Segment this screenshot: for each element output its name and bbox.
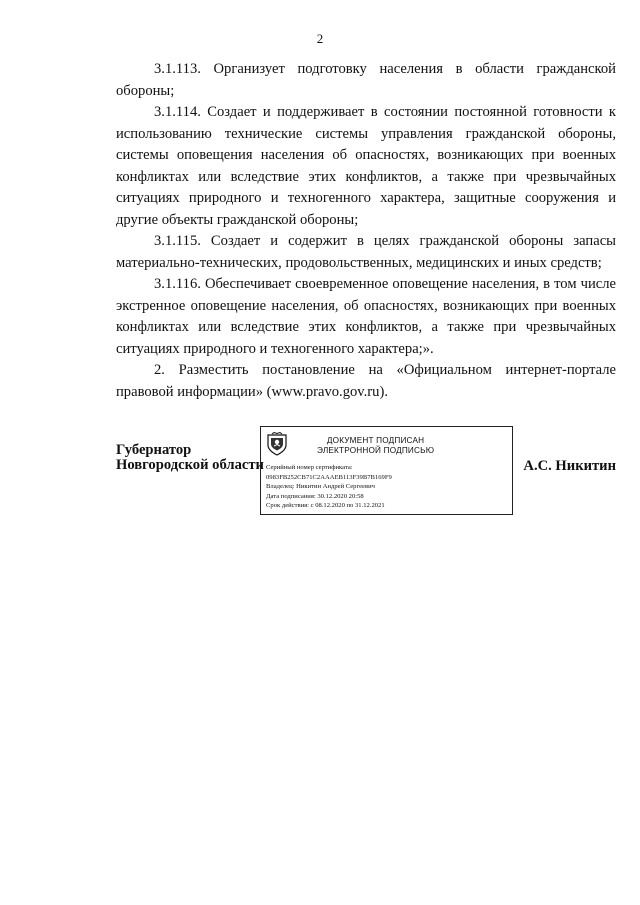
signer-title-line1: Губернатор	[116, 442, 192, 458]
paragraph-3-1-116: 3.1.116. Обеспечивает своевременное оповещение населения, в том числе экстренное оповещение населения, об опасностях, возникающих при военных конфликтах или вследствие этих конфликтов, а также при чрезвычайных ситуациях природного и техногенного характера;».	[116, 276, 616, 357]
stamp-heading	[317, 436, 434, 456]
signer-name: А.С. Никитин	[523, 458, 616, 474]
stamp-validity: Срок действия: с 08.12.2020 по 31.12.2021	[266, 502, 385, 510]
stamp-details	[266, 463, 392, 511]
paragraph-2-publish: 2. Разместить постановление на «Официальном интернет-портале правовой информации» (www.pravo.gov.ru).	[116, 362, 616, 400]
stamp-heading-line2: ЭЛЕКТРОННОЙ ПОДПИСЬЮ	[317, 446, 435, 455]
signature-block	[116, 426, 616, 520]
stamp-owner: Владелец: Никитин Андрей Сергеевич	[266, 483, 375, 491]
document-body	[116, 59, 616, 403]
electronic-signature-stamp	[260, 426, 513, 515]
paragraph-3-1-115: 3.1.115. Создает и содержит в целях гражданской обороны запасы материально-технических, продовольственных, медицинских и иных средств;	[116, 233, 616, 271]
paragraph-3-1-114: 3.1.114. Создает и поддерживает в состоянии постоянной готовности к использованию технические системы управления гражданской обороны, системы оповещения населения об опасностях, возникающих при военных конфликтах или вследствие этих конфликтов, а также при чрезвычайных ситуациях природного и техногенного характера, защитные сооружения и другие объекты гражданской обороны;	[116, 104, 616, 228]
stamp-serial-label: Серийный номер сертификата:	[266, 464, 353, 471]
stamp-signed-date: Дата подписания: 30.12.2020 20:58	[266, 492, 364, 500]
coat-of-arms-icon	[266, 432, 288, 456]
paragraph-3-1-113: 3.1.113. Организует подготовку населения в области гражданской обороны;	[116, 61, 616, 99]
page-number: 2	[316, 31, 324, 46]
stamp-serial-value: 0983FB252CB71C2AAAEB113F39B7B169F9	[266, 473, 392, 481]
signer-title-line2: Новгородской области	[116, 457, 264, 473]
signer-title	[116, 443, 264, 473]
stamp-heading-line1: ДОКУМЕНТ ПОДПИСАН	[326, 436, 425, 445]
